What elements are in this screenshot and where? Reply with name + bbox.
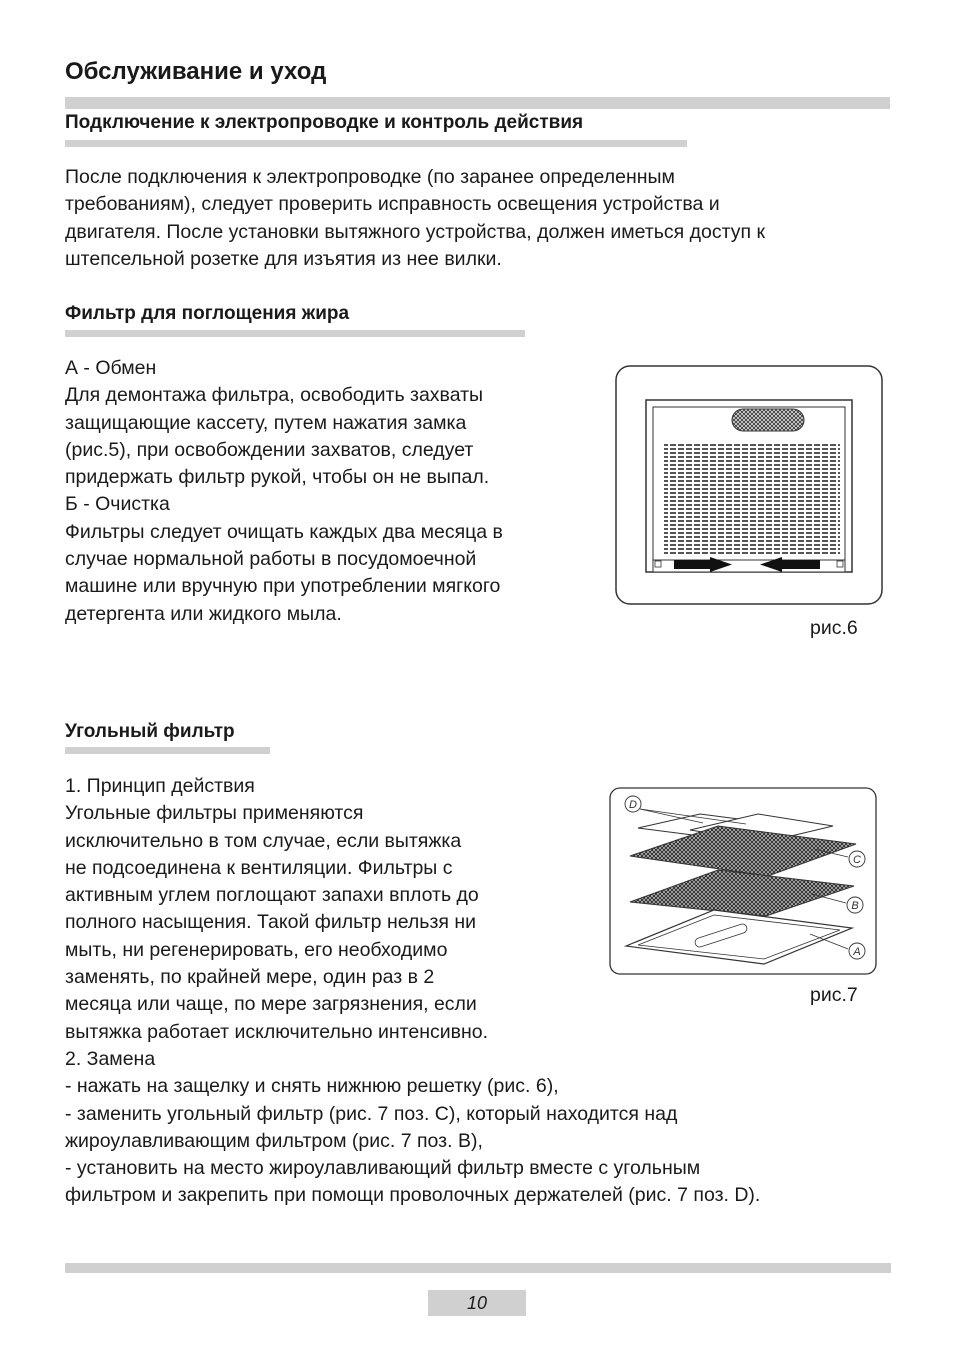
section-heading-underline (65, 747, 270, 754)
figure-7-label-d: D (629, 799, 637, 811)
text-line: не подсоединена к вентиляции. Фильтры с (65, 856, 453, 879)
section-heading-electrical: Подключение к электропроводке и контроль действия (65, 112, 584, 133)
section-heading-charcoal-filter: Угольный фильтр (65, 721, 235, 742)
figure-6-caption: рис.6 (810, 617, 858, 639)
figure-7-charcoal-filter-illustration (608, 786, 878, 976)
text-line: вытяжка работает исключительно интенсивно. (65, 1020, 489, 1043)
section-electrical-text (65, 164, 765, 273)
text-line: заменять, по крайней мере, один раз в 2 (65, 966, 435, 989)
text-line: - нажать на защелку и снять нижнюю решетку (рис. 6), (65, 1075, 559, 1098)
text-line: месяца или чаще, по мере загрязнения, если (65, 993, 477, 1016)
figure-7-label-c: C (853, 854, 861, 866)
text-line: Угольные фильтры применяются (65, 802, 364, 825)
text-line: двигателя. После установки вытяжного устройства, должен иметься доступ к (65, 220, 766, 243)
text-line: придержать фильтр рукой, чтобы он не выпал. (65, 466, 490, 489)
text-line: мыть, ни регенерировать, его необходимо (65, 938, 448, 961)
text-line: После подключения к электропроводке (по заранее определенным (65, 166, 675, 188)
text-line: фильтром и закрепить при помощи проволочных держателей (рис. 7 поз. D). (65, 1184, 761, 1207)
footer-rule (65, 1263, 891, 1273)
text-line: детергента или жидкого мыла. (65, 602, 342, 625)
section-heading-underline (65, 140, 687, 147)
text-line: - заменить угольный фильтр (рис. 7 поз. С), который находится над (65, 1102, 678, 1125)
figure-7-caption: рис.7 (810, 984, 858, 1006)
section-heading-underline (65, 330, 525, 337)
section-grease-filter-text (65, 355, 503, 628)
text-line: 1. Принцип действия (65, 775, 255, 797)
text-line: случае нормальной работы в посудомоечной (65, 548, 477, 571)
text-line: исключительно в том случае, если вытяжка (65, 829, 462, 852)
page-title: Обслуживание и уход (65, 58, 327, 85)
figure-7-label-b: B (851, 900, 859, 912)
text-line: полного насыщения. Такой фильтр нельзя ни (65, 911, 477, 934)
text-line: Фильтры следует очищать каждых два месяца в (65, 520, 503, 543)
figure-7-label-a: A (853, 946, 861, 958)
text-line: активным углем поглощают запахи вплоть до (65, 884, 479, 907)
text-line: - установить на место жироулавливающий фильтр вместе с угольным (65, 1157, 701, 1180)
page-number: 10 (428, 1290, 526, 1316)
text-line: А - Обмен (65, 357, 157, 379)
text-line: (рис.5), при освобождении захватов, следует (65, 438, 474, 461)
text-line: жироулавливающим фильтром (рис. 7 поз. В), (65, 1129, 483, 1152)
title-underline (65, 97, 890, 109)
text-line: машине или вручную при употреблении мягкого (65, 575, 501, 598)
text-line: требованиям), следует проверить исправность освещения устройства и (65, 193, 720, 216)
section-heading-grease-filter: Фильтр для поглощения жира (65, 303, 350, 324)
figure-6-grease-filter-illustration (614, 364, 884, 606)
text-line: штепсельной розетке для изъятия из нее вилки. (65, 247, 502, 270)
text-line: Б - Очистка (65, 493, 170, 516)
text-line: 2. Замена (65, 1047, 156, 1070)
text-line: Для демонтажа фильтра, освободить захваты (65, 384, 484, 407)
text-line: защищающие кассету, путем нажатия замка (65, 411, 467, 434)
